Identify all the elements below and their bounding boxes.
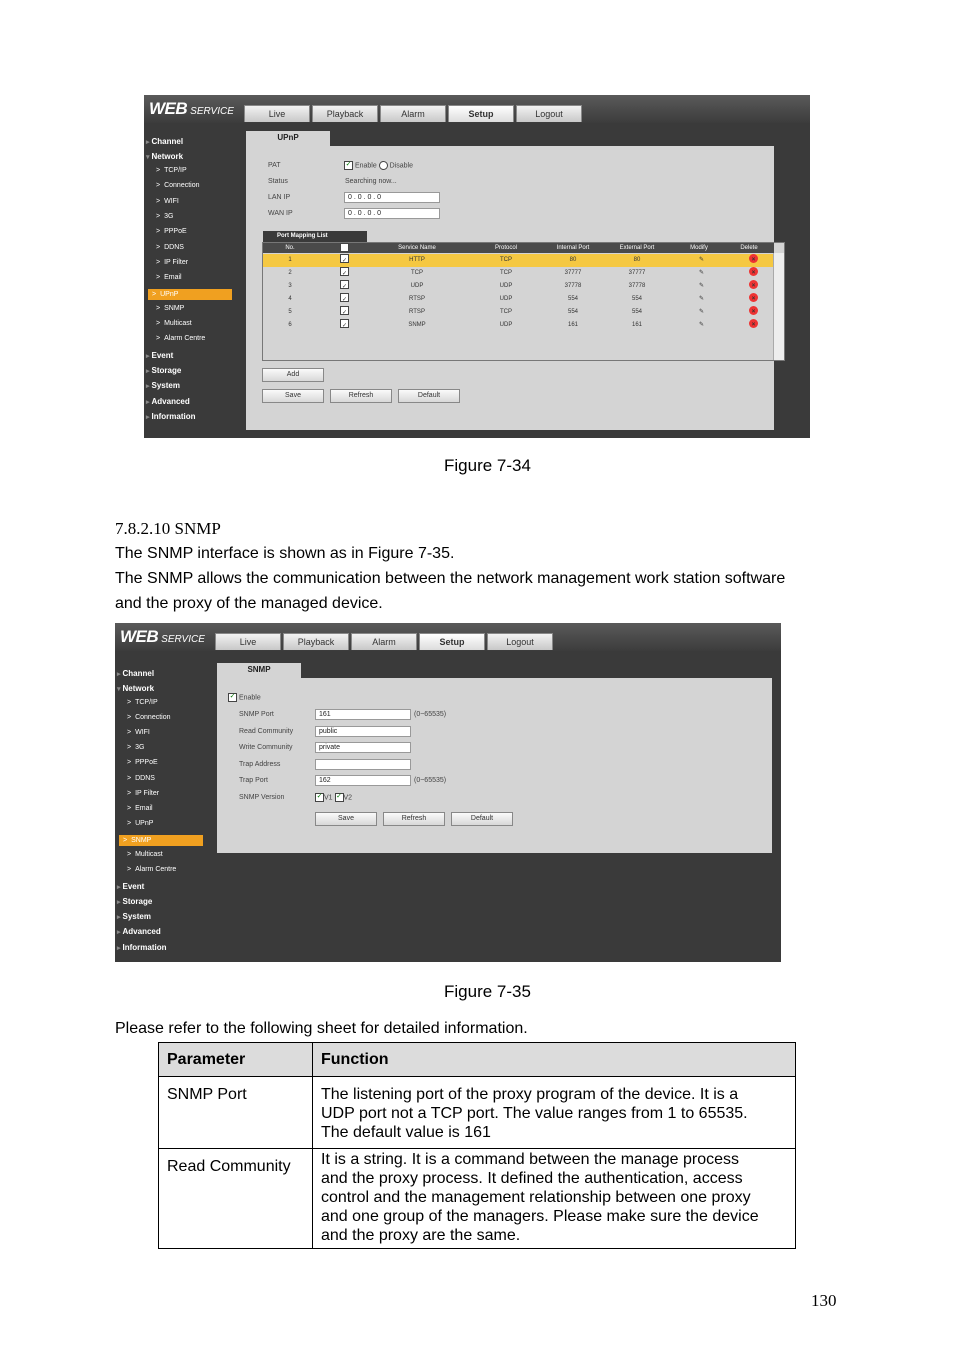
sidebar-item-information[interactable]: ▸ Information: [121, 943, 167, 952]
sidebar-item-tcpip[interactable]: > TCP/IP: [127, 699, 158, 706]
function-line: The default value is 161: [321, 1124, 491, 1141]
tab-playback[interactable]: Playback: [283, 633, 349, 650]
sidebar-item-alarm-centre[interactable]: > Alarm Centre: [156, 335, 205, 342]
function-line: The listening port of the proxy program of the device. It is a: [321, 1086, 739, 1103]
trap-port-input[interactable]: 162: [315, 775, 411, 786]
cell-name: RTSP: [409, 296, 425, 302]
add-button[interactable]: Add: [262, 368, 324, 382]
function-cell: [313, 1077, 796, 1149]
snmp-version-label: SNMP Version: [239, 794, 285, 801]
snmp-v1-label: V1: [324, 794, 333, 802]
paragraph-1: The SNMP interface is shown as in Figure 7-35.: [115, 545, 455, 562]
tab-playback[interactable]: Playback: [312, 105, 378, 122]
sidebar-item-system[interactable]: ▸ System: [150, 381, 180, 390]
snmp-v2-label: V2: [343, 794, 353, 802]
snmp-port-hint: (0~65535): [414, 711, 447, 718]
wan-ip-label: WAN IP: [268, 210, 293, 217]
snmp-version-options: [315, 793, 352, 802]
sidebar-item-network[interactable]: ▾ Network: [150, 152, 183, 161]
snmp-enable-checkbox[interactable]: ✓: [229, 693, 236, 700]
sidebar-item-snmp[interactable]: > SNMP: [119, 835, 203, 846]
sidebar-item-system[interactable]: ▸ System: [121, 912, 151, 921]
col-external-port: External Port: [619, 245, 655, 251]
default-button[interactable]: Default: [451, 812, 513, 826]
cell-name: RTSP: [409, 309, 425, 315]
sidebar-item-wifi[interactable]: > WIFI: [156, 198, 179, 205]
param-cell: SNMP Port: [159, 1077, 313, 1149]
trap-address-input[interactable]: [315, 759, 411, 770]
sidebar-item-storage[interactable]: ▸ Storage: [150, 366, 181, 375]
sidebar-item-event[interactable]: ▸ Event: [121, 882, 144, 891]
sidebar-item-pppoe[interactable]: > PPPoE: [127, 759, 158, 766]
cell-no: 5: [288, 309, 292, 315]
cell-no: 6: [288, 322, 292, 328]
tab-snmp: SNMP: [217, 663, 301, 679]
cell-protocol: UDP: [499, 283, 513, 289]
pat-label: PAT: [268, 162, 281, 169]
web-service-logo: WEB SERVICE: [149, 99, 234, 118]
sidebar-item-channel[interactable]: ▸ Channel: [121, 669, 154, 678]
col-service-name: Service Name: [398, 245, 436, 251]
table-header-row: [159, 1043, 796, 1077]
sidebar-item-multicast[interactable]: > Multicast: [127, 851, 163, 858]
header-function: Function: [313, 1043, 796, 1077]
tab-upnp: UPnP: [246, 131, 330, 147]
paragraph-3: and the proxy of the managed device.: [115, 595, 383, 612]
wan-ip-input[interactable]: 0 . 0 . 0 . 0: [344, 208, 440, 219]
lan-ip-input[interactable]: 0 . 0 . 0 . 0: [344, 192, 440, 203]
page-number: 130: [811, 1291, 837, 1310]
cell-internal: 37777: [564, 270, 582, 276]
write-community-label: Write Community: [239, 744, 293, 751]
cell-no: 2: [288, 270, 292, 276]
cell-internal: 554: [567, 296, 578, 302]
snmp-enable: [228, 693, 261, 702]
tab-logout[interactable]: Logout: [516, 105, 582, 122]
port-mapping-header: No. ✓ Service Name Protocol Internal Port External Port Modify Delete: [263, 243, 774, 253]
port-mapping-list-title: Port Mapping List: [263, 231, 367, 242]
table-row[interactable]: 3 UDP UDP 37778 37778 ✓ ✎ ×: [263, 280, 774, 293]
sidebar: [115, 651, 215, 962]
table-scrollbar[interactable]: [773, 253, 784, 360]
default-button[interactable]: Default: [398, 389, 460, 403]
lan-ip-label: LAN IP: [268, 194, 291, 201]
read-community-label: Read Community: [239, 728, 294, 735]
paragraph-4: Please refer to the following sheet for detailed information.: [115, 1020, 528, 1037]
tab-setup[interactable]: Setup: [419, 633, 485, 650]
figure-caption-2: Figure 7-35: [444, 982, 531, 1001]
table-row[interactable]: 1 HTTP TCP 80 80 ✓ ✎ ×: [263, 254, 774, 267]
cell-no: 3: [288, 283, 292, 289]
tab-live[interactable]: Live: [215, 633, 281, 650]
cell-external: 80: [633, 257, 641, 263]
cell-protocol: UDP: [499, 322, 513, 328]
cell-name: HTTP: [409, 257, 425, 263]
table-row[interactable]: 5 RTSP TCP 554 554 ✓ ✎ ×: [263, 306, 774, 319]
figure-caption-1: Figure 7-34: [444, 456, 531, 475]
sidebar-item-pppoe[interactable]: > PPPoE: [156, 228, 187, 235]
function-line: control and the management relationship between one proxy: [321, 1189, 751, 1206]
tab-alarm[interactable]: Alarm: [380, 105, 446, 122]
save-button[interactable]: Save: [262, 389, 324, 403]
sidebar-item-3g[interactable]: > 3G: [156, 213, 173, 220]
port-mapping-table: [262, 242, 785, 361]
table-row: [159, 1149, 796, 1249]
sidebar-item-information[interactable]: ▸ Information: [150, 412, 196, 421]
paragraph-2: The SNMP allows the communication between the network management work station software: [115, 570, 786, 587]
cell-no: 1: [288, 257, 292, 263]
tab-logout[interactable]: Logout: [487, 633, 553, 650]
snmp-port-input[interactable]: 161: [315, 709, 411, 720]
col-internal-port: Internal Port: [556, 245, 590, 251]
param-cell: Read Community: [159, 1149, 313, 1249]
function-line: and one group of the managers. Please make sure the device: [321, 1208, 759, 1225]
save-button[interactable]: Save: [315, 812, 377, 826]
refresh-button[interactable]: Refresh: [330, 389, 392, 403]
trap-port-hint: (0~65535): [414, 777, 447, 784]
sidebar-item-ip-filter[interactable]: > IP Filter: [127, 790, 159, 797]
sidebar-item-email[interactable]: > Email: [156, 274, 182, 281]
sidebar-item-wifi[interactable]: > WIFI: [127, 729, 150, 736]
col-modify: Modify: [690, 245, 708, 251]
sidebar-item-network[interactable]: ▾ Network: [121, 684, 154, 693]
function-line: It is a string. It is a command between the manage process: [321, 1151, 739, 1168]
tab-alarm[interactable]: Alarm: [351, 633, 417, 650]
tab-setup[interactable]: Setup: [448, 105, 514, 122]
snmp-v2-checkbox[interactable]: ✓: [336, 793, 342, 800]
cell-name: SNMP: [408, 322, 426, 328]
cell-protocol: TCP: [500, 309, 512, 315]
cell-internal: 554: [567, 309, 578, 315]
cell-protocol: TCP: [500, 257, 512, 263]
write-community-input[interactable]: private: [315, 742, 411, 753]
web-service-logo: WEB SERVICE: [120, 627, 205, 646]
status-label: Status: [268, 178, 288, 185]
cell-internal: 80: [569, 257, 577, 263]
col-protocol: Protocol: [494, 245, 517, 251]
function-line: UDP port not a TCP port. The value ranges from 1 to 65535.: [321, 1105, 748, 1122]
cell-external: 37777: [628, 270, 646, 276]
cell-name: UDP: [410, 283, 424, 289]
parameter-table: [158, 1042, 796, 1249]
pat-enable-checkbox[interactable]: ✓: [345, 161, 352, 168]
col-no: No.: [285, 245, 295, 251]
pat-disable-label: Disable: [389, 162, 414, 170]
function-line: and the proxy process. It defined the authentication, access: [321, 1170, 743, 1187]
read-community-input[interactable]: public: [315, 726, 411, 737]
tab-live[interactable]: Live: [244, 105, 310, 122]
table-row[interactable]: 6 SNMP UDP 161 161 ✓ ✎ ×: [263, 319, 774, 332]
cell-protocol: TCP: [500, 270, 512, 276]
sidebar-item-channel[interactable]: ▸ Channel: [150, 137, 183, 146]
cell-external: 554: [631, 309, 642, 315]
cell-no: 4: [288, 296, 292, 302]
table-row[interactable]: 4 RTSP UDP 554 554 ✓ ✎ ×: [263, 293, 774, 306]
sidebar-item-ddns[interactable]: > DDNS: [127, 775, 155, 782]
cell-protocol: UDP: [499, 296, 513, 302]
trap-address-label: Trap Address: [239, 761, 281, 768]
sidebar-item-3g[interactable]: > 3G: [127, 744, 144, 751]
cell-name: TCP: [411, 270, 423, 276]
snmp-port-label: SNMP Port: [239, 711, 274, 718]
cell-external: 161: [631, 322, 642, 328]
section-heading: 7.8.2.10 SNMP: [115, 519, 221, 538]
refresh-button[interactable]: Refresh: [383, 812, 445, 826]
sidebar-item-ip-filter[interactable]: > IP Filter: [156, 259, 188, 266]
sidebar-item-upnp[interactable]: > UPnP: [148, 289, 232, 300]
cell-internal: 161: [567, 322, 578, 328]
sidebar-item-upnp[interactable]: > UPnP: [127, 820, 153, 827]
snmp-screenshot: [115, 623, 781, 962]
sidebar-item-alarm-centre[interactable]: > Alarm Centre: [127, 866, 176, 873]
sidebar-item-connection[interactable]: > Connection: [127, 714, 171, 721]
cell-internal: 37778: [564, 283, 582, 289]
sidebar-item-connection[interactable]: > Connection: [156, 182, 200, 189]
pat-options: [344, 161, 413, 170]
header-parameter: Parameter: [159, 1043, 313, 1077]
table-row: [159, 1077, 796, 1149]
status-value: Searching now...: [345, 178, 397, 185]
sidebar-item-snmp[interactable]: > SNMP: [156, 305, 184, 312]
sidebar-item-multicast[interactable]: > Multicast: [156, 320, 192, 327]
sidebar: [144, 123, 244, 438]
pat-disable-radio[interactable]: [379, 161, 388, 170]
function-cell: [313, 1149, 796, 1249]
sidebar-item-storage[interactable]: ▸ Storage: [121, 897, 152, 906]
sidebar-item-event[interactable]: ▸ Event: [150, 351, 173, 360]
upnp-screenshot: [144, 95, 810, 438]
snmp-v1-checkbox[interactable]: ✓: [316, 793, 323, 800]
sidebar-item-email[interactable]: > Email: [127, 805, 153, 812]
sidebar-item-advanced[interactable]: ▸ Advanced: [150, 397, 190, 406]
sidebar-item-tcpip[interactable]: > TCP/IP: [156, 167, 187, 174]
table-row[interactable]: 2 TCP TCP 37777 37777 ✓ ✎ ×: [263, 267, 774, 280]
snmp-enable-label: Enable: [238, 694, 261, 702]
sidebar-item-ddns[interactable]: > DDNS: [156, 244, 184, 251]
cell-external: 554: [631, 296, 642, 302]
snmp-panel: [217, 678, 772, 853]
col-delete: Delete: [740, 245, 758, 251]
function-line: and the proxy are the same.: [321, 1227, 521, 1244]
sidebar-item-advanced[interactable]: ▸ Advanced: [121, 927, 161, 936]
cell-external: 37778: [628, 283, 646, 289]
pat-enable-label: Enable: [354, 162, 377, 170]
trap-port-label: Trap Port: [239, 777, 268, 784]
